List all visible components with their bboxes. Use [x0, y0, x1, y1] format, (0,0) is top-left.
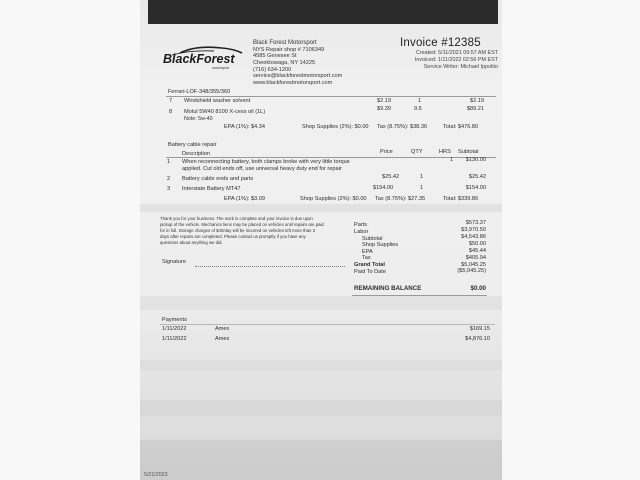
- item-description: Battery cable ends and parts: [182, 176, 254, 182]
- item-subtotal: $2.19: [470, 98, 484, 104]
- payment-date: 1/11/2022: [162, 336, 187, 342]
- item-qty: 1: [420, 174, 424, 180]
- terms-line: for in full. Storage charges of $40/day will be incurred on vehicles left more than 3: [160, 227, 316, 233]
- payment-method: Amex: [215, 336, 230, 342]
- totals-value: $405.94: [465, 255, 486, 261]
- logo-text: BlackForest: [163, 52, 235, 66]
- logo-subtext: motorsport: [212, 66, 230, 70]
- company-name: Black Forest Motorsport: [253, 40, 317, 46]
- website: www.blackforestmotorsport.com: [253, 80, 333, 87]
- item-number: 3: [167, 186, 171, 192]
- item-price: $2.19: [377, 98, 391, 104]
- signature-label: Signature: [162, 259, 186, 265]
- remaining-balance-label: REMAINING BALANCE: [354, 285, 422, 292]
- totals-value: $45.44: [468, 248, 486, 254]
- terms-text: [160, 216, 324, 246]
- item-subtotal: $154.00: [465, 185, 486, 191]
- item-subtotal: $130.00: [465, 157, 486, 163]
- invoice-meta: [398, 50, 498, 71]
- item-description: Motul 5W40 8100 X-cess oil (1L): [184, 109, 266, 115]
- item-qty: 1: [418, 98, 422, 104]
- totals-value: $3,970.50: [461, 227, 486, 233]
- scan-smudge: [140, 296, 502, 310]
- company-logo: [162, 44, 246, 70]
- item-subtotal: $25.42: [468, 174, 486, 180]
- item-note: Note: 5w-40: [184, 116, 213, 122]
- totals-value: $573.37: [465, 220, 486, 226]
- terms-line: days after repairs are completed. Please contact us promptly if you have any: [160, 233, 306, 239]
- invoice-title: Invoice #12385: [400, 37, 481, 49]
- section1-shop-supplies: Shop Supplies (2%): $0.00: [302, 124, 369, 130]
- totals-label: Labor: [354, 229, 369, 235]
- section2-total: Total: $339.86: [443, 196, 479, 202]
- payment-method: Amex: [215, 326, 230, 332]
- section2-title: Battery cable repair: [168, 142, 217, 148]
- section1-title: Ferrari-LOF-348/355/360: [168, 89, 231, 95]
- photo-margin-left: [0, 0, 140, 480]
- item-description: Windshield washer solvent: [184, 98, 251, 104]
- grand-total-value: $5,045.25: [461, 262, 486, 268]
- city-state-zip: Cheektowaga, NY 14225: [253, 60, 316, 67]
- column-header-description: Description: [182, 151, 210, 157]
- item-price: $154.00: [373, 185, 394, 191]
- totals-value: $4,543.86: [461, 234, 486, 240]
- terms-line: Thank you for your business. The work is complete and your invoice is due upon: [160, 216, 313, 221]
- repair-shop-number: NYS Repair shop # 7106349: [253, 46, 325, 53]
- item-description: Interstate Battery MT47: [182, 186, 241, 192]
- section2-shop-supplies: Shop Supplies (2%): $0.00: [300, 196, 367, 202]
- totals-label: Parts: [354, 222, 368, 228]
- phone-number: (716) 634-1200: [253, 66, 292, 73]
- totals-label: EPA: [362, 249, 373, 255]
- column-header-price: Price: [380, 149, 393, 155]
- paid-to-date-label: Paid To Date: [354, 269, 386, 275]
- totals-label: Shop Supplies: [362, 242, 399, 248]
- section1-tax: Tax (8.75%): $38.36: [377, 124, 428, 130]
- column-header-qty: QTY: [411, 149, 423, 155]
- item-qty: 9.5: [414, 106, 422, 112]
- divider: [166, 96, 496, 97]
- scan-smudge: [140, 204, 502, 212]
- item-price: $25.42: [382, 174, 400, 180]
- item-description-line: applied. Cut old ends off, use universal heavy duty end for repair: [182, 166, 342, 172]
- item-description-line: When reconnecting battery, both clamps broke with very little torque: [182, 159, 350, 165]
- grand-total-label: Grand Total: [354, 262, 385, 268]
- item-subtotal: $89.21: [466, 106, 484, 112]
- payment-date: 1/11/2022: [162, 326, 187, 332]
- email-address: service@blackforestmotorsport.com: [253, 73, 343, 80]
- street-address: 4585 Genesee St: [253, 53, 297, 60]
- terms-line: pickup of the vehicle. Mechanics liens may be placed on vehicles until repairs are paid: [160, 221, 324, 227]
- remaining-balance-value: $0.00: [470, 285, 486, 292]
- column-header-hrs: HRS: [439, 149, 451, 155]
- item-hrs: 1: [450, 157, 454, 163]
- footer-date: 5/21/2023: [144, 472, 168, 478]
- item-price: $9.39: [377, 106, 391, 112]
- signature-line: [195, 266, 345, 267]
- divider: [160, 324, 495, 325]
- totals-value: $50.00: [468, 241, 486, 247]
- item-number: 8: [169, 109, 173, 115]
- scan-dark-edge: [148, 0, 498, 24]
- item-number: 2: [167, 176, 171, 182]
- totals-label: Tax: [362, 255, 371, 261]
- totals-label: Subtotal: [362, 236, 383, 242]
- scan-smudge: [140, 360, 502, 370]
- payment-amount: $4,876.10: [465, 336, 490, 342]
- paid-to-date-value: ($5,045.25): [457, 268, 486, 274]
- item-qty: 1: [420, 185, 424, 191]
- column-header-subtotal: Subtotal: [458, 149, 479, 155]
- section1-epa: EPA (1%): $4.34: [224, 124, 265, 130]
- section1-total: Total: $476.80: [443, 124, 479, 130]
- item-number: 1: [167, 159, 171, 165]
- section2-tax: Tax (8.75%): $27.35: [375, 196, 426, 202]
- terms-line: questions about anything we did.: [160, 239, 223, 245]
- payment-amount: $169.15: [469, 326, 490, 332]
- created-date: Created: 5/11/2021 09:57 AM EST: [415, 50, 498, 56]
- scan-smudge: [140, 400, 502, 416]
- invoiced-date: Invoiced: 1/11/2022 02:56 PM EST: [414, 56, 498, 63]
- item-number: 7: [169, 98, 173, 104]
- photo-margin-right: [502, 0, 640, 480]
- invoice-sheet: [140, 0, 502, 480]
- scan-smudge: [140, 440, 502, 480]
- section2-epa: EPA (1%): $3.09: [224, 196, 265, 202]
- service-writer: Service Writer: Michael Ippolito: [423, 63, 498, 70]
- company-address: [253, 40, 342, 87]
- payments-title: Payments: [162, 317, 187, 323]
